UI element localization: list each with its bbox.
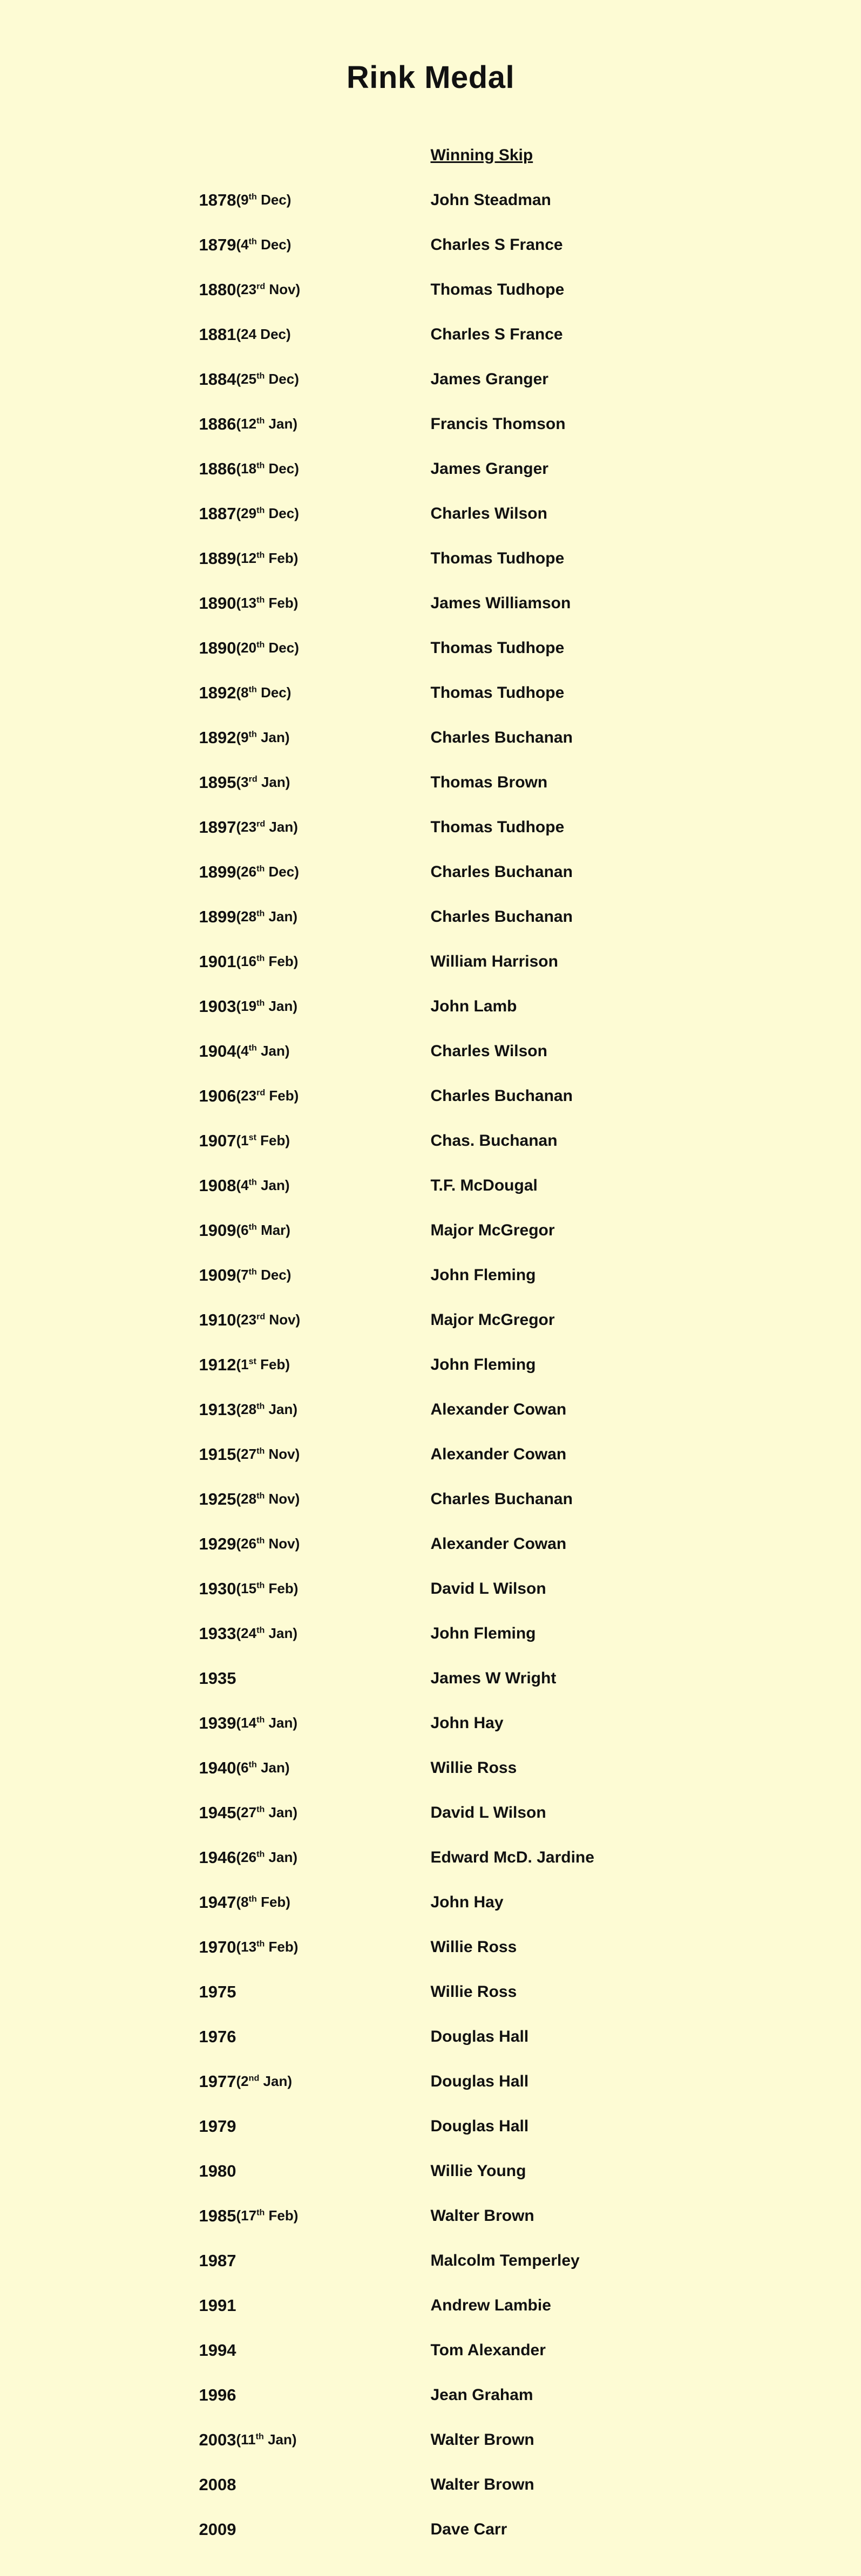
table-row <box>74 2104 787 2149</box>
cell-year: 1976 <box>199 2027 236 2046</box>
cell-year: 1945 <box>199 1803 236 1822</box>
cell-winning-skip: James Granger <box>430 370 548 388</box>
cell-date: (7th Dec) <box>236 1267 291 1283</box>
column-header-date <box>236 133 431 178</box>
table-row <box>74 178 787 222</box>
cell-date: (24th Jan) <box>236 1625 297 1641</box>
cell-date: (27th Nov) <box>236 1446 300 1462</box>
cell-winning-skip: Thomas Tudhope <box>430 638 565 657</box>
cell-year: 1996 <box>199 2385 236 2404</box>
cell-date: (26th Nov) <box>236 1535 300 1552</box>
cell-date: (9th Jan) <box>236 729 290 745</box>
rink-medal-table <box>74 133 787 2552</box>
table-row <box>74 267 787 312</box>
cell-winning-skip: Willie Young <box>430 2162 526 2180</box>
cell-winning-skip: John Steadman <box>430 191 551 209</box>
cell-year: 1880 <box>199 280 236 299</box>
cell-year: 1897 <box>199 817 236 837</box>
cell-year: 1906 <box>199 1086 236 1105</box>
cell-date: (12th Jan) <box>236 416 297 432</box>
cell-year: 1939 <box>199 1713 236 1732</box>
cell-date: (23rd Nov) <box>236 1311 301 1328</box>
cell-winning-skip: T.F. McDougal <box>430 1176 538 1194</box>
cell-year: 1886 <box>199 459 236 478</box>
cell-winning-skip: John Fleming <box>430 1624 536 1642</box>
table-row <box>74 1477 787 1521</box>
cell-winning-skip: Douglas Hall <box>430 2117 529 2135</box>
cell-date: (16th Feb) <box>236 953 299 969</box>
cell-winning-skip: Alexander Cowan <box>430 1400 567 1418</box>
cell-date <box>236 2238 431 2283</box>
cell-year: 1892 <box>199 728 236 747</box>
cell-year: 1907 <box>199 1131 236 1150</box>
table-row <box>74 1745 787 1790</box>
cell-winning-skip: Walter Brown <box>430 2206 534 2225</box>
cell-date: (6th Mar) <box>236 1222 290 1238</box>
cell-date: (11th Jan) <box>236 2431 297 2448</box>
table-row <box>74 1969 787 2014</box>
table-row <box>74 984 787 1029</box>
cell-year: 1933 <box>199 1623 236 1643</box>
cell-winning-skip: Thomas Tudhope <box>430 818 565 836</box>
table-row <box>74 1611 787 1656</box>
table-row <box>74 1521 787 1566</box>
cell-date: (15th Feb) <box>236 1580 299 1596</box>
cell-year: 1985 <box>199 2206 236 2225</box>
cell-winning-skip: Willie Ross <box>430 1938 517 1956</box>
cell-date <box>236 2373 431 2417</box>
table-row <box>74 894 787 939</box>
table-row <box>74 2238 787 2283</box>
cell-winning-skip: John Fleming <box>430 1266 536 1284</box>
cell-winning-skip: Charles Buchanan <box>430 1490 573 1508</box>
cell-winning-skip: John Hay <box>430 1714 504 1732</box>
table-row <box>74 1566 787 1611</box>
cell-year: 1881 <box>199 324 236 344</box>
cell-year: 2003 <box>199 2430 236 2449</box>
cell-winning-skip: John Lamb <box>430 997 517 1015</box>
cell-date: (2nd Jan) <box>236 2073 292 2089</box>
table-row <box>74 1342 787 1387</box>
table-row <box>74 1835 787 1880</box>
cell-winning-skip: David L Wilson <box>430 1579 546 1598</box>
table-row <box>74 1701 787 1745</box>
cell-year: 1930 <box>199 1579 236 1598</box>
table-row <box>74 1387 787 1432</box>
cell-winning-skip: William Harrison <box>430 952 558 970</box>
table-row <box>74 1073 787 1118</box>
cell-year: 1899 <box>199 862 236 881</box>
cell-winning-skip: James W Wright <box>430 1669 557 1687</box>
cell-winning-skip: James Williamson <box>430 594 571 612</box>
cell-year: 1910 <box>199 1310 236 1329</box>
cell-date: (28th Nov) <box>236 1491 300 1507</box>
cell-date: (28th Jan) <box>236 908 297 925</box>
cell-year: 1915 <box>199 1444 236 1464</box>
table-row <box>74 1208 787 1253</box>
cell-winning-skip: Chas. Buchanan <box>430 1131 558 1150</box>
cell-winning-skip: Alexander Cowan <box>430 1534 567 1553</box>
cell-year: 1890 <box>199 593 236 613</box>
cell-winning-skip: Charles S France <box>430 325 563 343</box>
table-row <box>74 1029 787 1073</box>
cell-date <box>236 2014 431 2059</box>
cell-year: 1903 <box>199 996 236 1016</box>
cell-year: 1901 <box>199 951 236 971</box>
cell-year: 1987 <box>199 2251 236 2270</box>
cell-year: 1904 <box>199 1041 236 1061</box>
cell-winning-skip: Thomas Tudhope <box>430 683 565 702</box>
cell-year: 1975 <box>199 1982 236 2001</box>
cell-date: (4th Jan) <box>236 1177 290 1193</box>
cell-winning-skip: Willie Ross <box>430 1982 517 2001</box>
table-row <box>74 1790 787 1835</box>
cell-date: (6th Jan) <box>236 1759 290 1776</box>
cell-winning-skip: Douglas Hall <box>430 2027 529 2045</box>
cell-year: 1878 <box>199 190 236 209</box>
cell-winning-skip: Charles Wilson <box>430 504 547 522</box>
cell-year: 1946 <box>199 1847 236 1867</box>
cell-date: (23rd Nov) <box>236 281 301 297</box>
cell-winning-skip: John Fleming <box>430 1355 536 1374</box>
cell-winning-skip: Major McGregor <box>430 1310 555 1329</box>
cell-year: 1979 <box>199 2116 236 2136</box>
table-row <box>74 357 787 402</box>
cell-winning-skip: John Hay <box>430 1893 504 1911</box>
table-row <box>74 2149 787 2193</box>
cell-date: (14th Jan) <box>236 1715 297 1731</box>
cell-date: (8th Feb) <box>236 1894 290 1910</box>
cell-winning-skip: Charles Buchanan <box>430 862 573 881</box>
cell-winning-skip: Charles Buchanan <box>430 728 573 746</box>
cell-year: 1879 <box>199 235 236 254</box>
cell-date: (25th Dec) <box>236 371 299 387</box>
table-row <box>74 1432 787 1477</box>
cell-date <box>236 1969 431 2014</box>
cell-winning-skip: Andrew Lambie <box>430 2296 551 2314</box>
cell-year: 1908 <box>199 1175 236 1195</box>
cell-year: 1890 <box>199 638 236 657</box>
cell-year: 1947 <box>199 1892 236 1912</box>
cell-year: 1925 <box>199 1489 236 1508</box>
table-row <box>74 760 787 805</box>
table-row <box>74 1925 787 1969</box>
cell-date: (26th Dec) <box>236 864 299 880</box>
cell-date: (13th Feb) <box>236 595 299 611</box>
table-row <box>74 2417 787 2462</box>
cell-winning-skip: Charles Wilson <box>430 1042 547 1060</box>
cell-year: 1886 <box>199 414 236 433</box>
cell-date: (17th Feb) <box>236 2207 299 2224</box>
table-row <box>74 849 787 894</box>
cell-date: (1st Feb) <box>236 1132 290 1148</box>
cell-date: (4th Jan) <box>236 1043 290 1059</box>
cell-year: 1929 <box>199 1534 236 1553</box>
table-row <box>74 581 787 626</box>
cell-winning-skip: Dave Carr <box>430 2520 507 2538</box>
cell-year: 2008 <box>199 2475 236 2494</box>
cell-year: 1977 <box>199 2071 236 2091</box>
cell-year: 1909 <box>199 1220 236 1240</box>
cell-date <box>236 2328 431 2373</box>
cell-date <box>236 2507 431 2552</box>
table-header-row <box>74 133 787 178</box>
table-row <box>74 2373 787 2417</box>
cell-date: (18th Dec) <box>236 460 299 477</box>
table-row <box>74 536 787 581</box>
cell-winning-skip: Charles Buchanan <box>430 907 573 926</box>
cell-year: 1991 <box>199 2295 236 2315</box>
cell-year: 1913 <box>199 1399 236 1419</box>
table-row <box>74 626 787 670</box>
cell-date: (19th Jan) <box>236 998 297 1014</box>
cell-winning-skip: Jean Graham <box>430 2385 533 2404</box>
cell-winning-skip: Edward McD. Jardine <box>430 1848 594 1866</box>
cell-date <box>236 2462 431 2507</box>
cell-date: (3rd Jan) <box>236 774 290 790</box>
cell-winning-skip: James Granger <box>430 459 548 478</box>
table-row <box>74 2462 787 2507</box>
table-row <box>74 446 787 491</box>
cell-winning-skip: Walter Brown <box>430 2430 534 2449</box>
table-row <box>74 1118 787 1163</box>
cell-date: (27th Jan) <box>236 1804 297 1820</box>
cell-winning-skip: Malcolm Temperley <box>430 2251 580 2269</box>
table-row <box>74 1163 787 1208</box>
table-row <box>74 715 787 760</box>
cell-date: (8th Dec) <box>236 684 291 701</box>
table-row <box>74 939 787 984</box>
table-row <box>74 312 787 357</box>
cell-year: 1994 <box>199 2340 236 2360</box>
cell-date: (23rd Feb) <box>236 1088 299 1104</box>
cell-year: 1940 <box>199 1758 236 1777</box>
cell-winning-skip: Francis Thomson <box>430 414 566 433</box>
cell-winning-skip: Thomas Brown <box>430 773 548 791</box>
cell-year: 1892 <box>199 683 236 702</box>
cell-year: 1884 <box>199 369 236 389</box>
table-row <box>74 670 787 715</box>
cell-winning-skip: Charles Buchanan <box>430 1086 573 1105</box>
cell-winning-skip: Charles S France <box>430 235 563 254</box>
table-row <box>74 805 787 849</box>
table-row <box>74 2328 787 2373</box>
table-row <box>74 1297 787 1342</box>
table-row <box>74 222 787 267</box>
cell-winning-skip: Tom Alexander <box>430 2341 546 2359</box>
page-title: Rink Medal <box>346 60 515 95</box>
cell-date <box>236 2104 431 2149</box>
cell-year: 1970 <box>199 1937 236 1956</box>
cell-year: 1912 <box>199 1355 236 1374</box>
cell-year: 1889 <box>199 548 236 568</box>
table-row <box>74 2193 787 2238</box>
table-row <box>74 2283 787 2328</box>
cell-date: (26th Jan) <box>236 1849 297 1865</box>
cell-winning-skip: Major McGregor <box>430 1221 555 1239</box>
cell-winning-skip: Douglas Hall <box>430 2072 529 2090</box>
cell-winning-skip: Alexander Cowan <box>430 1445 567 1463</box>
table-row <box>74 2507 787 2552</box>
cell-year: 1899 <box>199 907 236 926</box>
cell-year: 1909 <box>199 1265 236 1284</box>
cell-year: 1980 <box>199 2161 236 2180</box>
cell-winning-skip: Walter Brown <box>430 2475 534 2493</box>
table-row <box>74 2059 787 2104</box>
cell-date: (13th Feb) <box>236 1939 299 1955</box>
table-row <box>74 1253 787 1297</box>
table-row <box>74 1656 787 1701</box>
table-row <box>74 491 787 536</box>
cell-date <box>236 2283 431 2328</box>
cell-date: (1st Feb) <box>236 1356 290 1372</box>
table-row <box>74 2014 787 2059</box>
cell-date: (20th Dec) <box>236 640 299 656</box>
column-header-winning-skip: Winning Skip <box>430 146 533 164</box>
cell-winning-skip: Thomas Tudhope <box>430 280 565 298</box>
cell-winning-skip: David L Wilson <box>430 1803 546 1821</box>
cell-year: 2009 <box>199 2519 236 2539</box>
cell-date <box>236 2149 431 2193</box>
cell-date <box>236 1656 431 1701</box>
table-row <box>74 402 787 446</box>
cell-date: (29th Dec) <box>236 505 299 521</box>
table-body <box>74 178 787 2552</box>
cell-year: 1895 <box>199 772 236 792</box>
cell-date: (23rd Jan) <box>236 819 298 835</box>
cell-year: 1887 <box>199 504 236 523</box>
table-row <box>74 1880 787 1925</box>
cell-date: (4th Dec) <box>236 236 291 253</box>
cell-winning-skip: Thomas Tudhope <box>430 549 565 567</box>
cell-date: (12th Feb) <box>236 550 299 566</box>
column-header-year <box>74 133 236 178</box>
cell-date: (24 Dec) <box>236 326 291 342</box>
cell-year: 1935 <box>199 1668 236 1688</box>
cell-date: (9th Dec) <box>236 192 291 208</box>
cell-date: (28th Jan) <box>236 1401 297 1417</box>
cell-winning-skip: Willie Ross <box>430 1758 517 1777</box>
